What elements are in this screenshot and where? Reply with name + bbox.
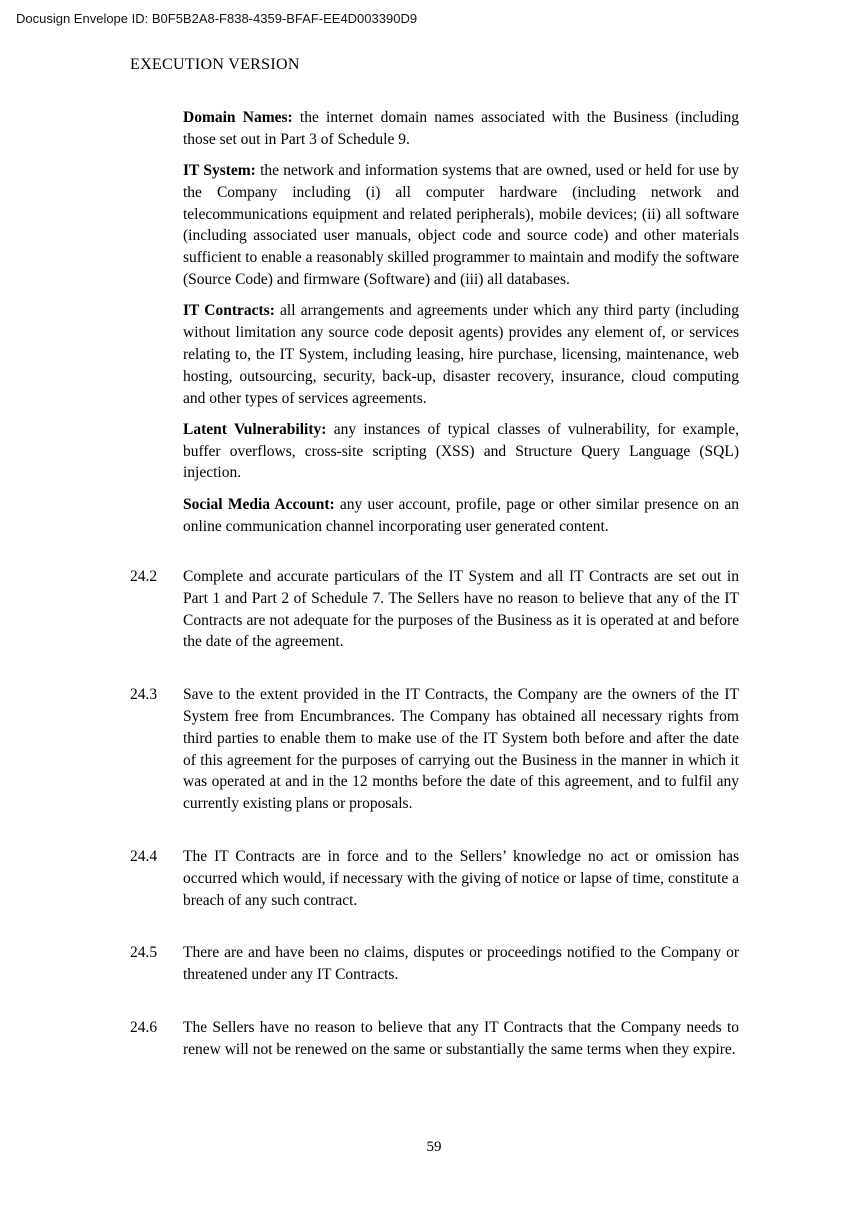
clause-number: 24.5 (130, 944, 158, 962)
definition-body: all arrangements and agreements under which any third party (including without limitation any source code deposit agents) provides any element of, or services relating to, the IT System, including leasing, hire purchase, licensing, maintenance, web hosting, outsourcing, security, back-up, disaster recovery, insurance, cloud computing and other types of services agreements. (183, 302, 739, 407)
definition-body: the internet domain names associated with the Business (including those set out in Part 3 of Schedule 9. (183, 109, 739, 148)
clause-24-3 (130, 684, 739, 815)
page-number: 59 (426, 1139, 442, 1155)
clause-number: 24.3 (130, 686, 158, 704)
definition-term: IT System: (183, 162, 256, 180)
execution-version-label: EXECUTION VERSION (130, 56, 300, 73)
definitions-section (183, 107, 739, 547)
definition-term: Latent Vulnerability: (183, 420, 327, 438)
clause-number: 24.2 (130, 568, 158, 585)
clauses-section (130, 566, 739, 1092)
clause-text: The IT Contracts are in force and to the Sellers’ knowledge no act or omission has occurred which would, if necessary with the giving of notice or lapse of time, constitute a breach of any such contract. (183, 847, 739, 909)
definition-term: IT Contracts: (183, 302, 275, 320)
clause-text: There are and have been no claims, disputes or proceedings notified to the Company or threatened under any IT Contracts. (183, 944, 739, 984)
definition-term: Social Media Account: (183, 495, 335, 513)
definition-social-media-account (183, 494, 739, 538)
definition-body: any user account, profile, page or other similar presence on an online communication channel incorporating user generated content. (183, 495, 740, 535)
clause-number: 24.6 (130, 1018, 158, 1036)
clause-text: The Sellers have no reason to believe that any IT Contracts that the Company needs to renew will not be renewed on the same or substantially the same terms when they expire. (183, 1018, 739, 1058)
clause-24-4 (130, 846, 739, 911)
definition-domain-names (183, 107, 739, 151)
clause-text: Complete and accurate particulars of the IT System and all IT Contracts are set out in Part 1 and Part 2 of Schedule 7. The Sellers have no reason to believe that any of the IT Contracts are not adequate for the purposes of the Business as it is operated at and before the date of the agreement. (183, 568, 739, 651)
clause-24-2 (130, 566, 739, 653)
clause-24-6 (130, 1017, 739, 1061)
definition-it-contracts (183, 300, 739, 409)
definition-term: Domain Names: (183, 109, 293, 126)
clause-text: Save to the extent provided in the IT Contracts, the Company are the owners of the IT System free from Encumbrances. The Company has obtained all necessary rights from third parties to enable them to make use of the IT System both before and after the date of this agreement for the purposes of carrying out the Business in the manner in which it was operated at and in the 12 months before the date of this agreement, and to fulfil any currently existing plans or proposals. (183, 686, 739, 813)
clause-24-5 (130, 942, 739, 986)
docusign-envelope-id: Docusign Envelope ID: B0F5B2A8-F838-4359-BFAF-EE4D003390D9 (16, 11, 418, 26)
definition-body: any instances of typical classes of vulnerability, for example, buffer overflows, cross-site scripting (XSS) and Structure Query Language (SQL) injection. (183, 420, 739, 482)
definition-it-system (183, 160, 739, 291)
definition-body: the network and information systems that are owned, used or held for use by the Company including (i) all computer hardware (including network and telecommunications equipment and related peripherals), mobile devices; (ii) all software (including associated user manuals, object code and source code) and other materials sufficient to enable a reasonably skilled programmer to maintain and modify the software (Source Code) and firmware (Software) and (iii) all databases. (183, 162, 740, 289)
definition-latent-vulnerability (183, 419, 739, 484)
clause-number: 24.4 (130, 847, 158, 865)
